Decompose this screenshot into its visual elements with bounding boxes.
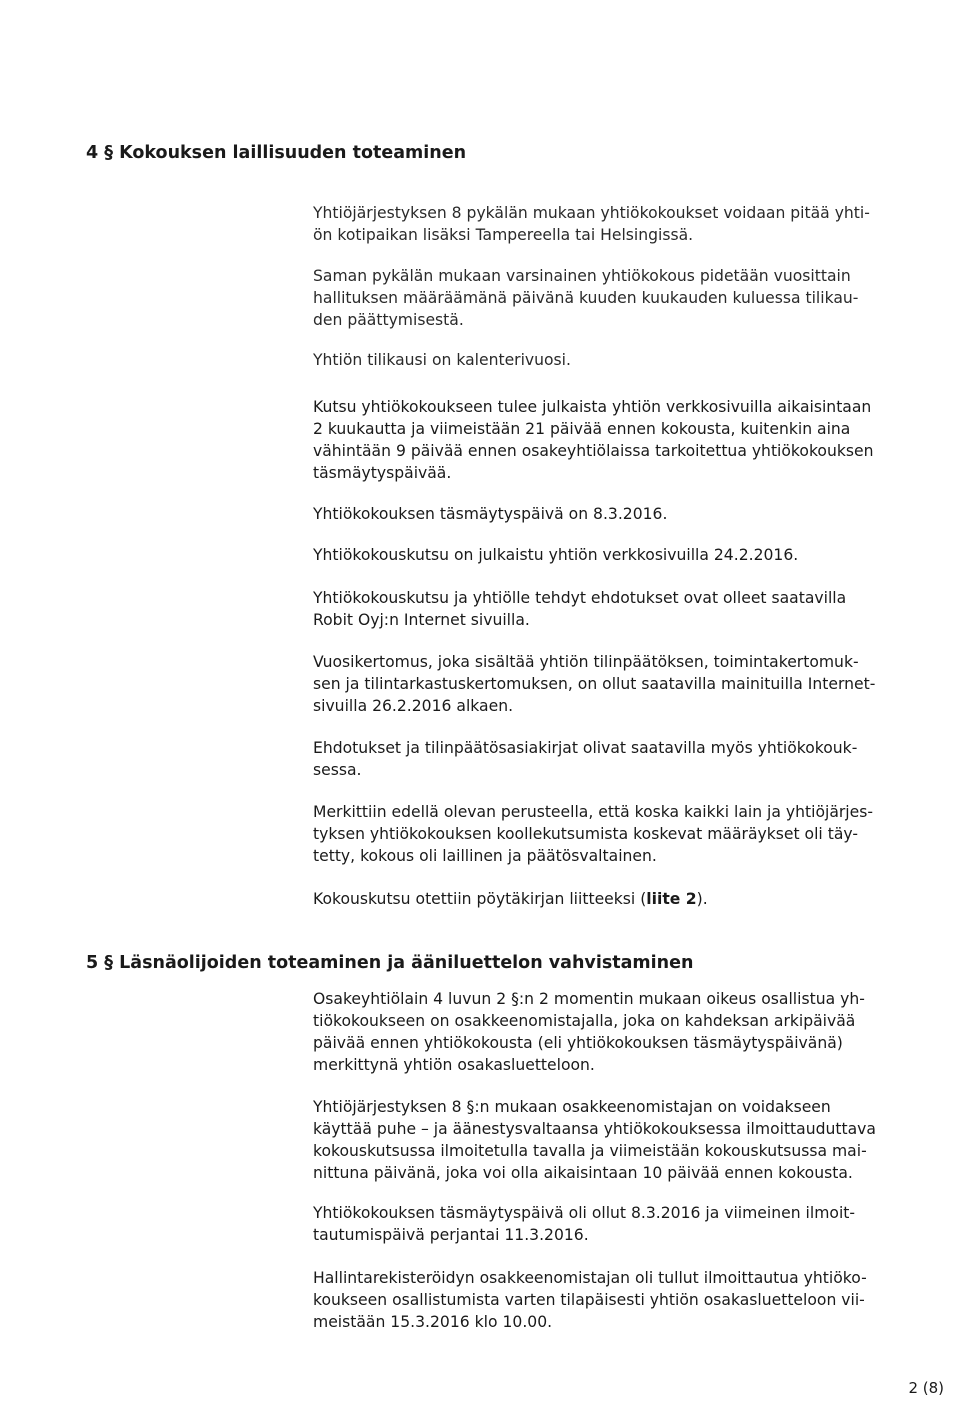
attachment-note-prefix: Kokouskutsu otettiin pöytäkirjan liitteeksi (	[313, 890, 647, 908]
section-5-paragraph-3: Yhtiökokouksen täsmäytyspäivä oli ollut 8.3.2016 ja viimeinen ilmoit- tautumispäivä perjantai 11.3.2016.	[313, 1204, 856, 1244]
page-number: 2 (8)	[908, 1379, 944, 1397]
section-4-paragraph-6: Yhtiökokouskutsu on julkaistu yhtiön verkkosivuilla 24.2.2016.	[313, 546, 799, 564]
section-4-heading: 4 § Kokouksen laillisuuden toteaminen	[86, 143, 467, 163]
section-5-paragraph-1: Osakeyhtiölain 4 luvun 2 §:n 2 momentin mukaan oikeus osallistua yh- tiökokoukseen on osakkeenomistajalla, joka on kahdeksan arkipäivää päivää ennen yhtiökokousta (eli yhtiökokouksen täsmäytyspäivänä) merkittynä yhtiön osakasluetteloon.	[313, 990, 865, 1074]
section-5-paragraph-4: Hallintarekisteröidyn osakkeenomistajan oli tullut ilmoittautua yhtiöko- koukseen osallistumista varten tilapäisesti yhtiön osakasluetteloon vii- meistään 15.3.2016 klo 10.00.	[313, 1269, 867, 1331]
attachment-note	[313, 888, 958, 910]
section-4-paragraph-5: Yhtiökokouksen täsmäytyspäivä on 8.3.2016.	[313, 505, 668, 523]
section-4-paragraph-8: Vuosikertomus, joka sisältää yhtiön tilinpäätöksen, toimintakertomuk- sen ja tilintarkastuskertomuksen, on ollut saatavilla mainituilla Internet- sivuilla 26.2.2016 alkaen.	[313, 653, 876, 715]
section-4-paragraph-1: Yhtiöjärjestyksen 8 pykälän mukaan yhtiökokoukset voidaan pitää yhti- ön kotipaikan lisäksi Tampereella tai Helsingissä.	[313, 204, 870, 244]
section-4-paragraph-2: Saman pykälän mukaan varsinainen yhtiökokous pidetään vuosittain hallituksen määräämänä päivänä kuuden kuukauden kuluessa tilikau- den päättymisestä.	[313, 267, 859, 329]
section-4-paragraph-4: Kutsu yhtiökokoukseen tulee julkaista yhtiön verkkosivuilla aikaisintaan 2 kuukautta ja viimeistään 21 päivää ennen kokousta, kuitenkin aina vähintään 9 päivää ennen osakeyhtiölaissa tarkoitettua yhtiökokouksen täsmäytyspäivää.	[313, 398, 874, 482]
section-4-paragraph-3: Yhtiön tilikausi on kalenterivuosi.	[313, 351, 571, 369]
section-5-heading: 5 § Läsnäolijoiden toteaminen ja ääniluettelon vahvistaminen	[86, 953, 694, 973]
section-4-paragraph-7: Yhtiökokouskutsu ja yhtiölle tehdyt ehdotukset ovat olleet saatavilla Robit Oyj:n Internet sivuilla.	[313, 589, 847, 629]
attachment-reference: liite 2	[646, 890, 697, 908]
attachment-note-suffix: ).	[696, 890, 708, 908]
section-4-paragraph-10: Merkittiin edellä olevan perusteella, että koska kaikki lain ja yhtiöjärjes- tyksen yhtiökokouksen koollekutsumista koskevat määräykset oli täy- tetty, kokous oli laillinen ja päätösvaltainen.	[313, 803, 873, 865]
section-5-paragraph-2: Yhtiöjärjestyksen 8 §:n mukaan osakkeenomistajan on voidakseen käyttää puhe – ja äänestysvaltaansa yhtiökokouksessa ilmoittauduttava kokouskutsussa ilmoitetulla tavalla ja viimeistään kokouskutsussa mai- nittuna päivänä, joka voi olla aikaisintaan 10 päivää ennen kokousta.	[313, 1098, 876, 1182]
section-4-paragraph-9: Ehdotukset ja tilinpäätösasiakirjat olivat saatavilla myös yhtiökokouk- sessa.	[313, 739, 858, 779]
